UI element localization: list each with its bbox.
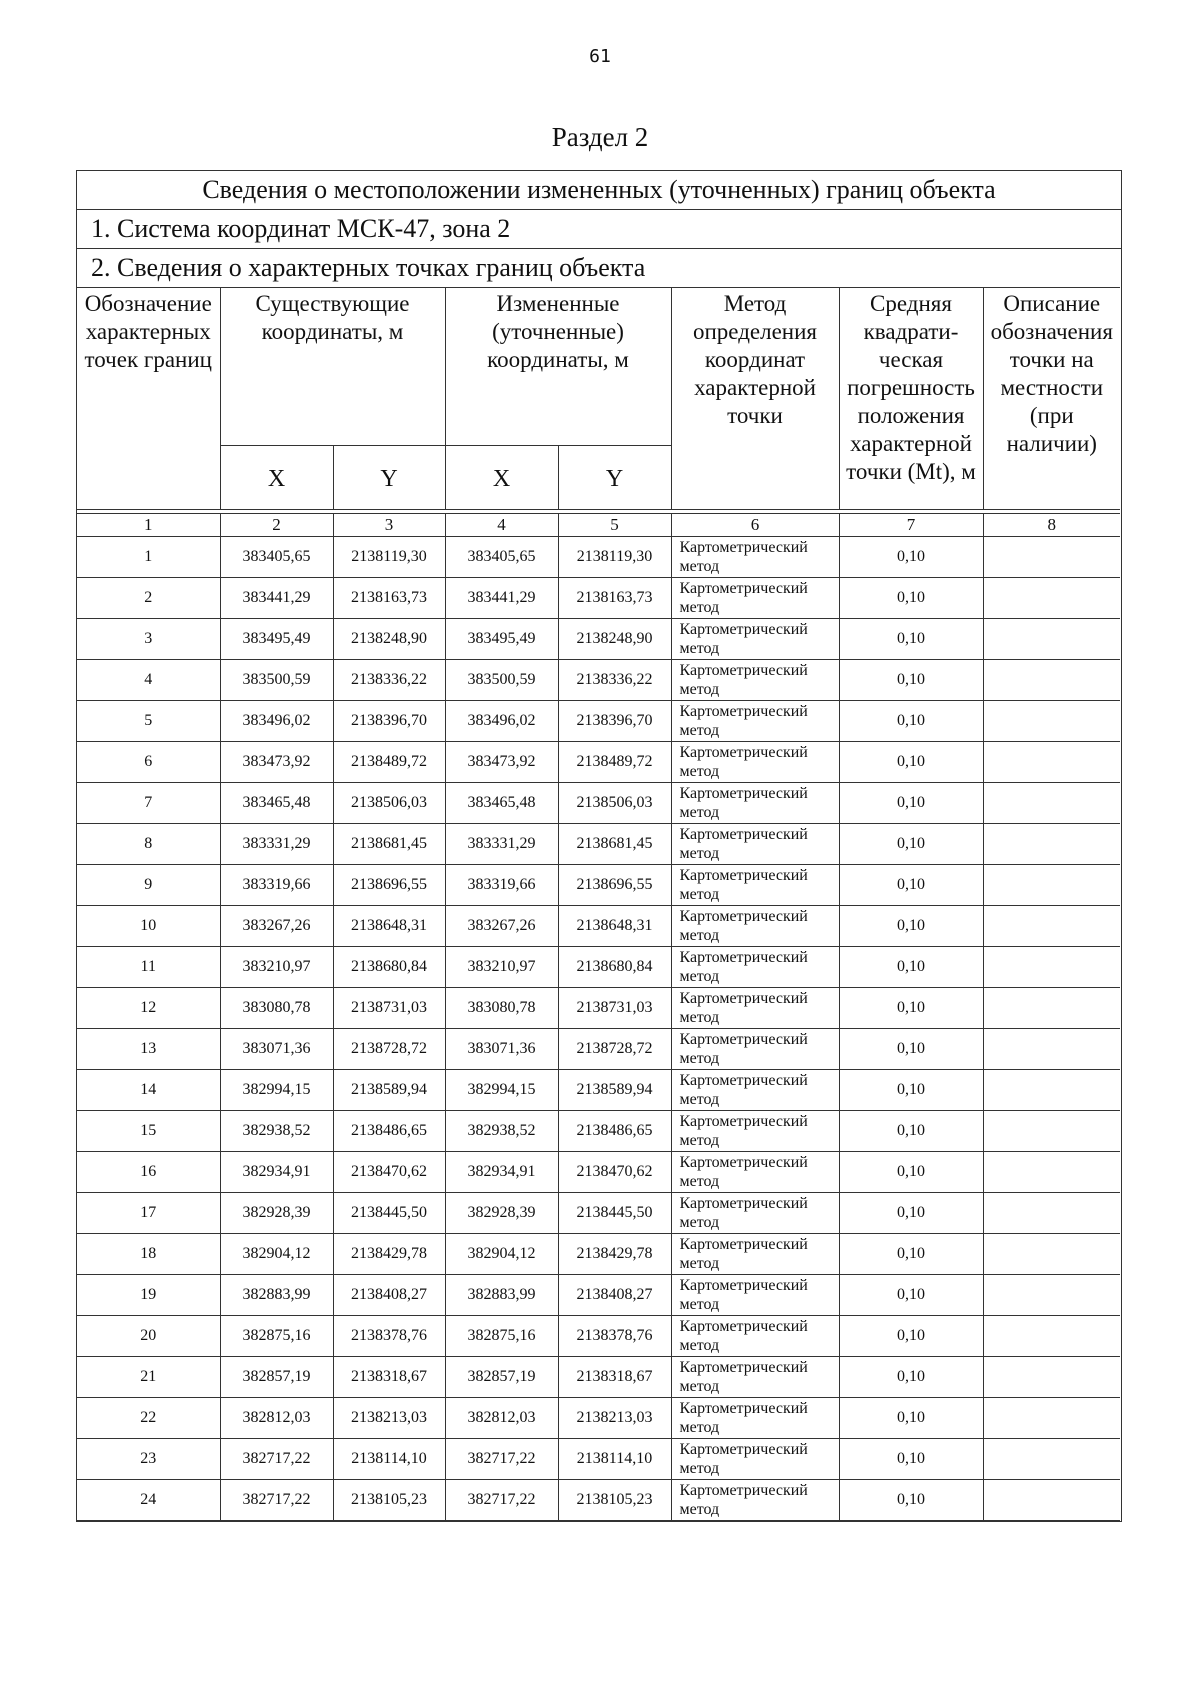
changed-y-cell: 2138486,65: [558, 1111, 671, 1152]
table-body: [77, 513, 1120, 1521]
existing-y-cell: 2138429,78: [333, 1234, 445, 1275]
method-cell: Картометрический метод: [671, 1316, 839, 1357]
description-cell: [983, 1152, 1120, 1193]
point-number-cell: 9: [77, 865, 220, 906]
table-row: [77, 1152, 1120, 1193]
existing-y-cell: 2138163,73: [333, 578, 445, 619]
column-number: 7: [839, 514, 983, 537]
point-number-cell: 11: [77, 947, 220, 988]
method-cell: Картометрический метод: [671, 1152, 839, 1193]
changed-x-cell: 383210,97: [445, 947, 558, 988]
existing-x-cell: 383405,65: [220, 537, 333, 578]
changed-x-cell: 382857,19: [445, 1357, 558, 1398]
table-row: [77, 1111, 1120, 1152]
point-number-cell: 1: [77, 537, 220, 578]
point-number-cell: 2: [77, 578, 220, 619]
method-cell: Картометрический метод: [671, 701, 839, 742]
existing-x-cell: 382717,22: [220, 1439, 333, 1480]
changed-x-cell: 382904,12: [445, 1234, 558, 1275]
changed-x-cell: 382994,15: [445, 1070, 558, 1111]
method-cell: Картометрический метод: [671, 578, 839, 619]
existing-y-cell: 2138648,31: [333, 906, 445, 947]
table-row: [77, 865, 1120, 906]
existing-x-cell: 383080,78: [220, 988, 333, 1029]
error-cell: 0,10: [839, 865, 983, 906]
description-cell: [983, 578, 1120, 619]
existing-y-cell: 2138470,62: [333, 1152, 445, 1193]
table-row: [77, 1480, 1120, 1521]
changed-y-cell: 2138470,62: [558, 1152, 671, 1193]
changed-x-cell: 383080,78: [445, 988, 558, 1029]
changed-x-cell: 383071,36: [445, 1029, 558, 1070]
table-row: [77, 1316, 1120, 1357]
header-method: Метод определения координат характерной точки: [671, 288, 839, 510]
changed-x-cell: 383441,29: [445, 578, 558, 619]
error-cell: 0,10: [839, 1398, 983, 1439]
header-existing-coordinates: Существующие координаты, м: [220, 288, 445, 446]
method-cell: Картометрический метод: [671, 742, 839, 783]
point-number-cell: 7: [77, 783, 220, 824]
table-row: [77, 701, 1120, 742]
table-row: [77, 1398, 1120, 1439]
changed-y-cell: 2138396,70: [558, 701, 671, 742]
error-cell: 0,10: [839, 742, 983, 783]
method-cell: Картометрический метод: [671, 1029, 839, 1070]
section-title: Раздел 2: [551, 122, 649, 152]
header-changed-y: Y: [558, 446, 671, 510]
table-title: Сведения о местоположении измененных (уточненных) границ объекта: [77, 171, 1121, 210]
existing-y-cell: 2138680,84: [333, 947, 445, 988]
changed-x-cell: 383473,92: [445, 742, 558, 783]
point-number-cell: 6: [77, 742, 220, 783]
existing-y-cell: 2138696,55: [333, 865, 445, 906]
description-cell: [983, 1316, 1120, 1357]
existing-x-cell: 382875,16: [220, 1316, 333, 1357]
error-cell: 0,10: [839, 537, 983, 578]
method-cell: Картометрический метод: [671, 1070, 839, 1111]
existing-y-cell: 2138506,03: [333, 783, 445, 824]
error-cell: 0,10: [839, 1316, 983, 1357]
method-cell: Картометрический метод: [671, 1480, 839, 1521]
changed-y-cell: 2138318,67: [558, 1357, 671, 1398]
existing-x-cell: 383071,36: [220, 1029, 333, 1070]
changed-y-cell: 2138336,22: [558, 660, 671, 701]
point-number-cell: 13: [77, 1029, 220, 1070]
page-number: 61: [589, 46, 611, 67]
point-number-cell: 12: [77, 988, 220, 1029]
existing-x-cell: 383465,48: [220, 783, 333, 824]
points-title: 2. Сведения о характерных точках границ объекта: [91, 253, 646, 282]
changed-x-cell: 382928,39: [445, 1193, 558, 1234]
point-number-cell: 23: [77, 1439, 220, 1480]
error-cell: 0,10: [839, 660, 983, 701]
description-cell: [983, 537, 1120, 578]
changed-x-cell: 382717,22: [445, 1439, 558, 1480]
error-cell: 0,10: [839, 1357, 983, 1398]
table-row: [77, 578, 1120, 619]
changed-y-cell: 2138731,03: [558, 988, 671, 1029]
existing-y-cell: 2138728,72: [333, 1029, 445, 1070]
error-cell: 0,10: [839, 701, 983, 742]
method-cell: Картометрический метод: [671, 906, 839, 947]
description-cell: [983, 1193, 1120, 1234]
error-cell: 0,10: [839, 1275, 983, 1316]
table-row: [77, 742, 1120, 783]
existing-y-cell: 2138213,03: [333, 1398, 445, 1439]
table-row: [77, 1193, 1120, 1234]
existing-y-cell: 2138486,65: [333, 1111, 445, 1152]
header-existing-y: Y: [333, 446, 445, 510]
description-cell: [983, 1029, 1120, 1070]
description-cell: [983, 1275, 1120, 1316]
error-cell: 0,10: [839, 1152, 983, 1193]
table-header: [77, 287, 1120, 510]
changed-x-cell: 383500,59: [445, 660, 558, 701]
table-row: [77, 619, 1120, 660]
point-number-cell: 3: [77, 619, 220, 660]
header-description: Описание обозначения точки на местности (при наличии): [983, 288, 1120, 510]
point-number-cell: 21: [77, 1357, 220, 1398]
error-cell: 0,10: [839, 578, 983, 619]
table-row: [77, 1439, 1120, 1480]
method-cell: Картометрический метод: [671, 660, 839, 701]
method-cell: Картометрический метод: [671, 537, 839, 578]
method-cell: Картометрический метод: [671, 824, 839, 865]
method-cell: Картометрический метод: [671, 1398, 839, 1439]
existing-x-cell: 382717,22: [220, 1480, 333, 1521]
column-number: 5: [558, 514, 671, 537]
error-cell: 0,10: [839, 1480, 983, 1521]
description-cell: [983, 1398, 1120, 1439]
description-cell: [983, 1234, 1120, 1275]
existing-y-cell: 2138489,72: [333, 742, 445, 783]
coordinate-system: 1. Система координат МСК-47, зона 2: [77, 210, 1121, 249]
changed-y-cell: 2138213,03: [558, 1398, 671, 1439]
table-row: [77, 906, 1120, 947]
existing-y-cell: 2138445,50: [333, 1193, 445, 1234]
changed-x-cell: 383319,66: [445, 865, 558, 906]
changed-y-cell: 2138119,30: [558, 537, 671, 578]
method-cell: Картометрический метод: [671, 1357, 839, 1398]
changed-y-cell: 2138429,78: [558, 1234, 671, 1275]
description-cell: [983, 824, 1120, 865]
changed-x-cell: 383465,48: [445, 783, 558, 824]
point-number-cell: 15: [77, 1111, 220, 1152]
table-row: [77, 783, 1120, 824]
description-cell: [983, 660, 1120, 701]
table-row: [77, 947, 1120, 988]
existing-x-cell: 383210,97: [220, 947, 333, 988]
error-cell: 0,10: [839, 906, 983, 947]
point-number-cell: 5: [77, 701, 220, 742]
error-cell: 0,10: [839, 1439, 983, 1480]
error-cell: 0,10: [839, 1111, 983, 1152]
point-number-cell: 18: [77, 1234, 220, 1275]
changed-y-cell: 2138489,72: [558, 742, 671, 783]
column-number: 2: [220, 514, 333, 537]
existing-y-cell: 2138119,30: [333, 537, 445, 578]
changed-x-cell: 383405,65: [445, 537, 558, 578]
point-number-cell: 16: [77, 1152, 220, 1193]
description-cell: [983, 701, 1120, 742]
changed-y-cell: 2138378,76: [558, 1316, 671, 1357]
changed-y-cell: 2138681,45: [558, 824, 671, 865]
existing-y-cell: 2138105,23: [333, 1480, 445, 1521]
existing-x-cell: 383496,02: [220, 701, 333, 742]
description-cell: [983, 1480, 1120, 1521]
changed-y-cell: 2138163,73: [558, 578, 671, 619]
changed-y-cell: 2138445,50: [558, 1193, 671, 1234]
existing-y-cell: 2138318,67: [333, 1357, 445, 1398]
error-cell: 0,10: [839, 1234, 983, 1275]
column-number: 6: [671, 514, 839, 537]
existing-x-cell: 383441,29: [220, 578, 333, 619]
table-row: [77, 824, 1120, 865]
changed-x-cell: 382812,03: [445, 1398, 558, 1439]
header-changed-x: X: [445, 446, 558, 510]
point-number-cell: 17: [77, 1193, 220, 1234]
description-cell: [983, 742, 1120, 783]
existing-y-cell: 2138378,76: [333, 1316, 445, 1357]
column-number: 8: [983, 514, 1120, 537]
header-error: Средняя квадрати-ческая погрешность положения характерной точки (Mt), м: [839, 288, 983, 510]
existing-x-cell: 382857,19: [220, 1357, 333, 1398]
existing-x-cell: 382938,52: [220, 1111, 333, 1152]
column-number: 1: [77, 514, 220, 537]
error-cell: 0,10: [839, 988, 983, 1029]
table-row: [77, 1070, 1120, 1111]
existing-y-cell: 2138396,70: [333, 701, 445, 742]
existing-x-cell: 383331,29: [220, 824, 333, 865]
changed-x-cell: 382938,52: [445, 1111, 558, 1152]
changed-x-cell: 382875,16: [445, 1316, 558, 1357]
existing-y-cell: 2138589,94: [333, 1070, 445, 1111]
error-cell: 0,10: [839, 1029, 983, 1070]
method-cell: Картометрический метод: [671, 1111, 839, 1152]
table-row: [77, 1029, 1120, 1070]
method-cell: Картометрический метод: [671, 619, 839, 660]
existing-x-cell: 382994,15: [220, 1070, 333, 1111]
column-numbers-row: [77, 514, 1120, 537]
point-number-cell: 22: [77, 1398, 220, 1439]
table-row: [77, 537, 1120, 578]
description-cell: [983, 1111, 1120, 1152]
error-cell: 0,10: [839, 824, 983, 865]
table-row: [77, 660, 1120, 701]
method-cell: Картометрический метод: [671, 988, 839, 1029]
table-row: [77, 1275, 1120, 1316]
changed-x-cell: 383496,02: [445, 701, 558, 742]
existing-x-cell: 383473,92: [220, 742, 333, 783]
description-cell: [983, 783, 1120, 824]
point-number-cell: 19: [77, 1275, 220, 1316]
description-cell: [983, 619, 1120, 660]
changed-y-cell: 2138589,94: [558, 1070, 671, 1111]
method-cell: Картометрический метод: [671, 1234, 839, 1275]
existing-y-cell: 2138408,27: [333, 1275, 445, 1316]
method-cell: Картометрический метод: [671, 865, 839, 906]
error-cell: 0,10: [839, 783, 983, 824]
header-existing-x: X: [220, 446, 333, 510]
existing-x-cell: 383319,66: [220, 865, 333, 906]
method-cell: Картометрический метод: [671, 783, 839, 824]
changed-x-cell: 383331,29: [445, 824, 558, 865]
point-number-cell: 24: [77, 1480, 220, 1521]
error-cell: 0,10: [839, 1070, 983, 1111]
description-cell: [983, 947, 1120, 988]
error-cell: 0,10: [839, 1193, 983, 1234]
description-cell: [983, 865, 1120, 906]
changed-y-cell: 2138248,90: [558, 619, 671, 660]
column-number: 3: [333, 514, 445, 537]
header-changed-coordinates: Измененные (уточненные) координаты, м: [445, 288, 671, 446]
existing-y-cell: 2138731,03: [333, 988, 445, 1029]
header-designation: Обозначение характерных точек границ: [77, 288, 220, 510]
method-cell: Картометрический метод: [671, 1275, 839, 1316]
point-number-cell: 8: [77, 824, 220, 865]
existing-y-cell: 2138681,45: [333, 824, 445, 865]
existing-y-cell: 2138336,22: [333, 660, 445, 701]
column-number: 4: [445, 514, 558, 537]
method-cell: Картометрический метод: [671, 947, 839, 988]
existing-x-cell: 382812,03: [220, 1398, 333, 1439]
existing-y-cell: 2138114,10: [333, 1439, 445, 1480]
existing-x-cell: 383495,49: [220, 619, 333, 660]
changed-y-cell: 2138696,55: [558, 865, 671, 906]
description-cell: [983, 1439, 1120, 1480]
existing-x-cell: 382934,91: [220, 1152, 333, 1193]
existing-x-cell: 382883,99: [220, 1275, 333, 1316]
method-cell: Картометрический метод: [671, 1439, 839, 1480]
existing-x-cell: 383267,26: [220, 906, 333, 947]
changed-y-cell: 2138728,72: [558, 1029, 671, 1070]
changed-x-cell: 382717,22: [445, 1480, 558, 1521]
point-number-cell: 14: [77, 1070, 220, 1111]
coordinates-table: [76, 170, 1122, 1522]
changed-x-cell: 382934,91: [445, 1152, 558, 1193]
existing-x-cell: 382928,39: [220, 1193, 333, 1234]
existing-x-cell: 382904,12: [220, 1234, 333, 1275]
changed-x-cell: 383495,49: [445, 619, 558, 660]
changed-y-cell: 2138105,23: [558, 1480, 671, 1521]
point-number-cell: 4: [77, 660, 220, 701]
changed-y-cell: 2138114,10: [558, 1439, 671, 1480]
changed-y-cell: 2138648,31: [558, 906, 671, 947]
changed-y-cell: 2138408,27: [558, 1275, 671, 1316]
point-number-cell: 20: [77, 1316, 220, 1357]
table-row: [77, 1234, 1120, 1275]
table-row: [77, 988, 1120, 1029]
error-cell: 0,10: [839, 619, 983, 660]
table-row: [77, 1357, 1120, 1398]
description-cell: [983, 1070, 1120, 1111]
changed-y-cell: 2138680,84: [558, 947, 671, 988]
method-cell: Картометрический метод: [671, 1193, 839, 1234]
changed-y-cell: 2138506,03: [558, 783, 671, 824]
existing-y-cell: 2138248,90: [333, 619, 445, 660]
description-cell: [983, 1357, 1120, 1398]
changed-x-cell: 383267,26: [445, 906, 558, 947]
error-cell: 0,10: [839, 947, 983, 988]
description-cell: [983, 906, 1120, 947]
changed-x-cell: 382883,99: [445, 1275, 558, 1316]
description-cell: [983, 988, 1120, 1029]
point-number-cell: 10: [77, 906, 220, 947]
existing-x-cell: 383500,59: [220, 660, 333, 701]
